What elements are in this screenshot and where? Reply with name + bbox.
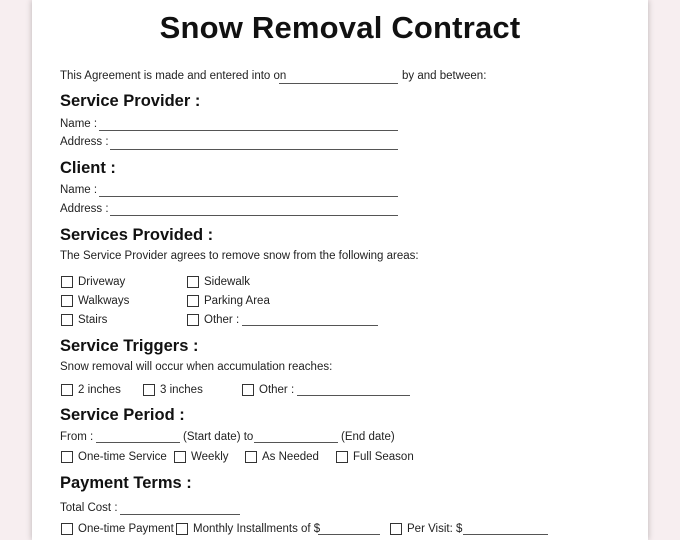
- document-title: Snow Removal Contract: [159, 10, 521, 45]
- client-name-field[interactable]: [99, 196, 398, 197]
- one-time-service-checkbox[interactable]: [61, 451, 73, 463]
- client-address-label: Address :: [60, 203, 109, 215]
- end-date-label: (End date): [341, 431, 395, 443]
- driveway-label: Driveway: [78, 276, 126, 288]
- triggers-heading: Service Triggers :: [60, 337, 199, 355]
- stairs-label: Stairs: [78, 314, 108, 326]
- full-season-label: Full Season: [353, 451, 414, 463]
- monthly-installments-checkbox[interactable]: [176, 523, 188, 535]
- total-cost-label: Total Cost :: [60, 502, 118, 514]
- client-name-label: Name :: [60, 184, 98, 196]
- one-time-payment-label: One-time Payment: [78, 523, 174, 535]
- triggers-other-checkbox[interactable]: [242, 384, 254, 396]
- client-heading: Client :: [60, 159, 116, 177]
- triggers-other-label: Other :: [259, 384, 295, 396]
- services-description: The Service Provider agrees to remove snow from the following areas:: [60, 250, 419, 262]
- period-heading: Service Period :: [60, 406, 185, 424]
- contract-sheet: [32, 0, 648, 540]
- weekly-checkbox[interactable]: [174, 451, 186, 463]
- services-other-field[interactable]: [242, 325, 378, 326]
- payment-heading: Payment Terms :: [60, 474, 192, 492]
- weekly-label: Weekly: [191, 451, 229, 463]
- sidewalk-label: Sidewalk: [204, 276, 251, 288]
- provider-address-field[interactable]: [110, 149, 398, 150]
- sidewalk-checkbox[interactable]: [187, 276, 199, 288]
- walkways-checkbox[interactable]: [61, 295, 73, 307]
- start-date-label: (Start date) to: [183, 431, 254, 443]
- as-needed-checkbox[interactable]: [245, 451, 257, 463]
- agreement-date-field[interactable]: [279, 83, 398, 84]
- intro-prefix: This Agreement is made and entered into on: [60, 70, 287, 82]
- parking-area-label: Parking Area: [204, 295, 270, 307]
- parking-area-checkbox[interactable]: [187, 295, 199, 307]
- per-visit-label: Per Visit: $: [407, 523, 463, 535]
- as-needed-label: As Needed: [262, 451, 319, 463]
- walkways-label: Walkways: [78, 295, 130, 307]
- full-season-checkbox[interactable]: [336, 451, 348, 463]
- three-inches-checkbox[interactable]: [143, 384, 155, 396]
- one-time-service-label: One-time Service: [78, 451, 167, 463]
- services-heading: Services Provided :: [60, 226, 214, 244]
- triggers-description: Snow removal will occur when accumulation reaches:: [60, 361, 333, 373]
- period-from-label: From :: [60, 431, 94, 443]
- triggers-other-field[interactable]: [297, 395, 410, 396]
- services-other-label: Other :: [204, 314, 240, 326]
- two-inches-label: 2 inches: [78, 384, 121, 396]
- provider-name-field[interactable]: [99, 130, 398, 131]
- two-inches-checkbox[interactable]: [61, 384, 73, 396]
- service-provider-heading: Service Provider :: [60, 92, 201, 110]
- per-visit-checkbox[interactable]: [390, 523, 402, 535]
- client-address-field[interactable]: [110, 215, 398, 216]
- monthly-installments-label: Monthly Installments of $: [193, 523, 321, 535]
- intro-suffix: by and between:: [402, 70, 487, 82]
- services-other-checkbox[interactable]: [187, 314, 199, 326]
- provider-name-label: Name :: [60, 118, 98, 130]
- per-visit-amount-field[interactable]: [463, 534, 548, 535]
- stairs-checkbox[interactable]: [61, 314, 73, 326]
- end-date-field[interactable]: [254, 442, 338, 443]
- start-date-field[interactable]: [96, 442, 180, 443]
- monthly-installment-amount-field[interactable]: [318, 534, 380, 535]
- driveway-checkbox[interactable]: [61, 276, 73, 288]
- total-cost-field[interactable]: [120, 514, 240, 515]
- one-time-payment-checkbox[interactable]: [61, 523, 73, 535]
- three-inches-label: 3 inches: [160, 384, 203, 396]
- provider-address-label: Address :: [60, 136, 109, 148]
